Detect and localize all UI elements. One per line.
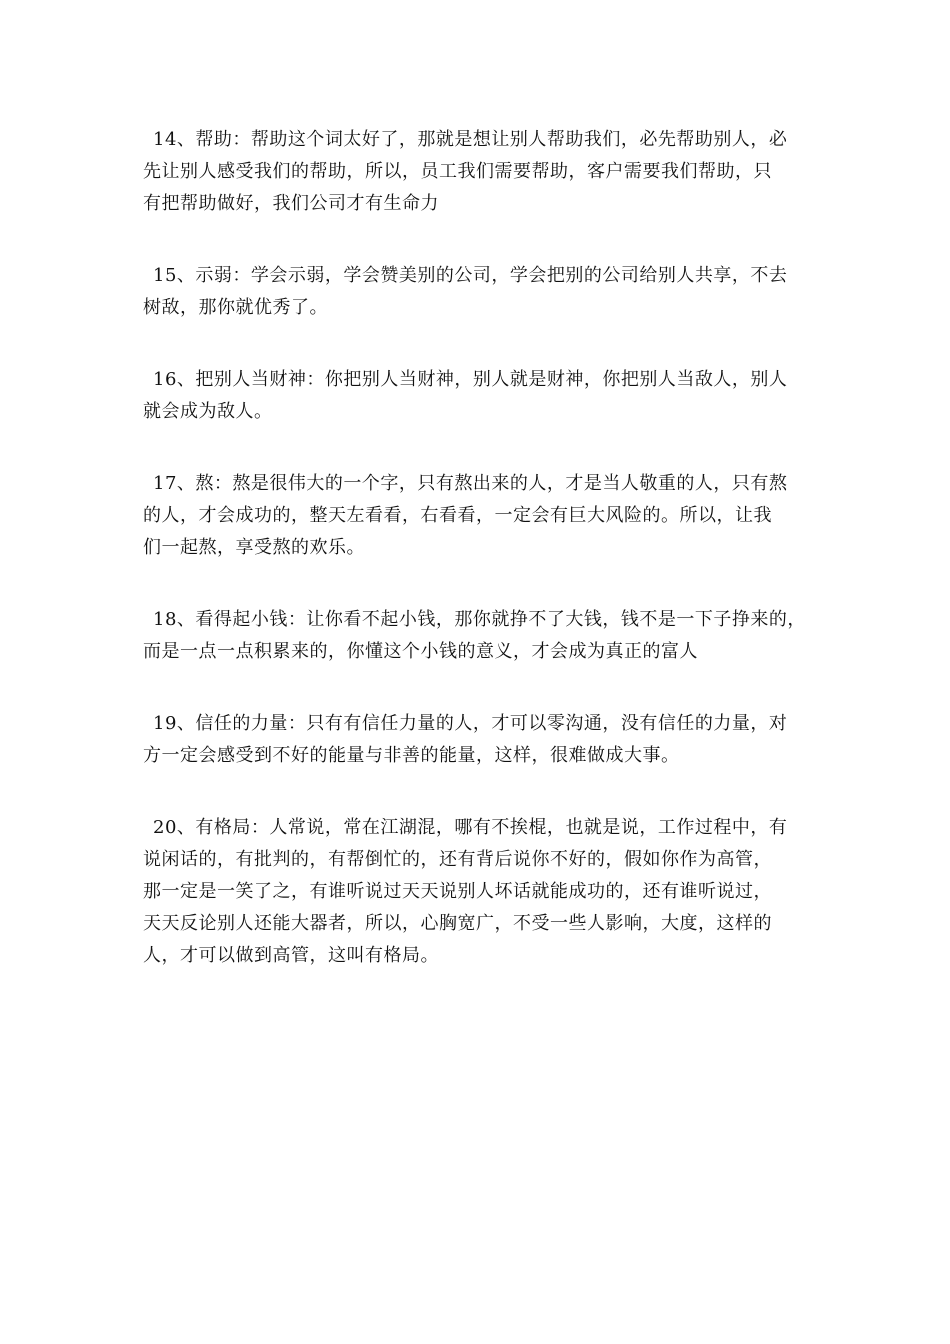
text-line: 的人，才会成功的，整天左看看，右看看，一定会有巨大风险的。所以，让我 xyxy=(143,505,772,526)
paragraph-18 xyxy=(143,604,815,668)
text-line: 17、熬：熬是很伟大的一个字，只有熬出来的人，才是当人敬重的人，只有熬 xyxy=(153,473,788,494)
text-line: 有把帮助做好，我们公司才有生命力 xyxy=(143,193,439,214)
text-line: 而是一点一点积累来的，你懂这个小钱的意义，才会成为真正的富人 xyxy=(143,641,698,662)
text-line: 15、示弱：学会示弱，学会赞美别的公司，学会把别的公司给别人共享，不去 xyxy=(153,265,788,286)
text-line: 人，才可以做到高管，这叫有格局。 xyxy=(143,945,439,966)
text-line: 先让别人感受我们的帮助，所以，员工我们需要帮助，客户需要我们帮助，只 xyxy=(143,161,772,182)
paragraph-14 xyxy=(143,124,815,220)
text-line: 20、有格局：人常说，常在江湖混，哪有不挨棍，也就是说，工作过程中，有 xyxy=(153,817,788,838)
text-line: 14、帮助：帮助这个词太好了，那就是想让别人帮助我们，必先帮助别人，必 xyxy=(153,129,788,150)
text-line: 树敌，那你就优秀了。 xyxy=(143,297,328,318)
text-line: 们一起熬，享受熬的欢乐。 xyxy=(143,537,365,558)
text-line: 方一定会感受到不好的能量与非善的能量，这样，很难做成大事。 xyxy=(143,745,680,766)
paragraph-16 xyxy=(143,364,815,428)
text-line: 19、信任的力量：只有有信任力量的人，才可以零沟通，没有信任的力量，对 xyxy=(153,713,788,734)
paragraph-15 xyxy=(143,260,815,324)
text-line: 天天反论别人还能大器者，所以，心胸宽广，不受一些人影响，大度，这样的 xyxy=(143,913,772,934)
paragraph-17 xyxy=(143,468,815,564)
text-line: 就会成为敌人。 xyxy=(143,401,273,422)
text-line: 说闲话的，有批判的，有帮倒忙的，还有背后说你不好的，假如你作为高管， xyxy=(143,849,772,870)
text-line: 16、把别人当财神：你把别人当财神，别人就是财神，你把别人当敌人，别人 xyxy=(153,369,788,390)
text-line: 那一定是一笑了之，有谁听说过天天说别人坏话就能成功的，还有谁听说过， xyxy=(143,881,772,902)
text-line: 18、看得起小钱：让你看不起小钱，那你就挣不了大钱，钱不是一下子挣来的， xyxy=(153,609,806,630)
document-body xyxy=(143,124,815,1012)
paragraph-20 xyxy=(143,812,815,972)
paragraph-19 xyxy=(143,708,815,772)
